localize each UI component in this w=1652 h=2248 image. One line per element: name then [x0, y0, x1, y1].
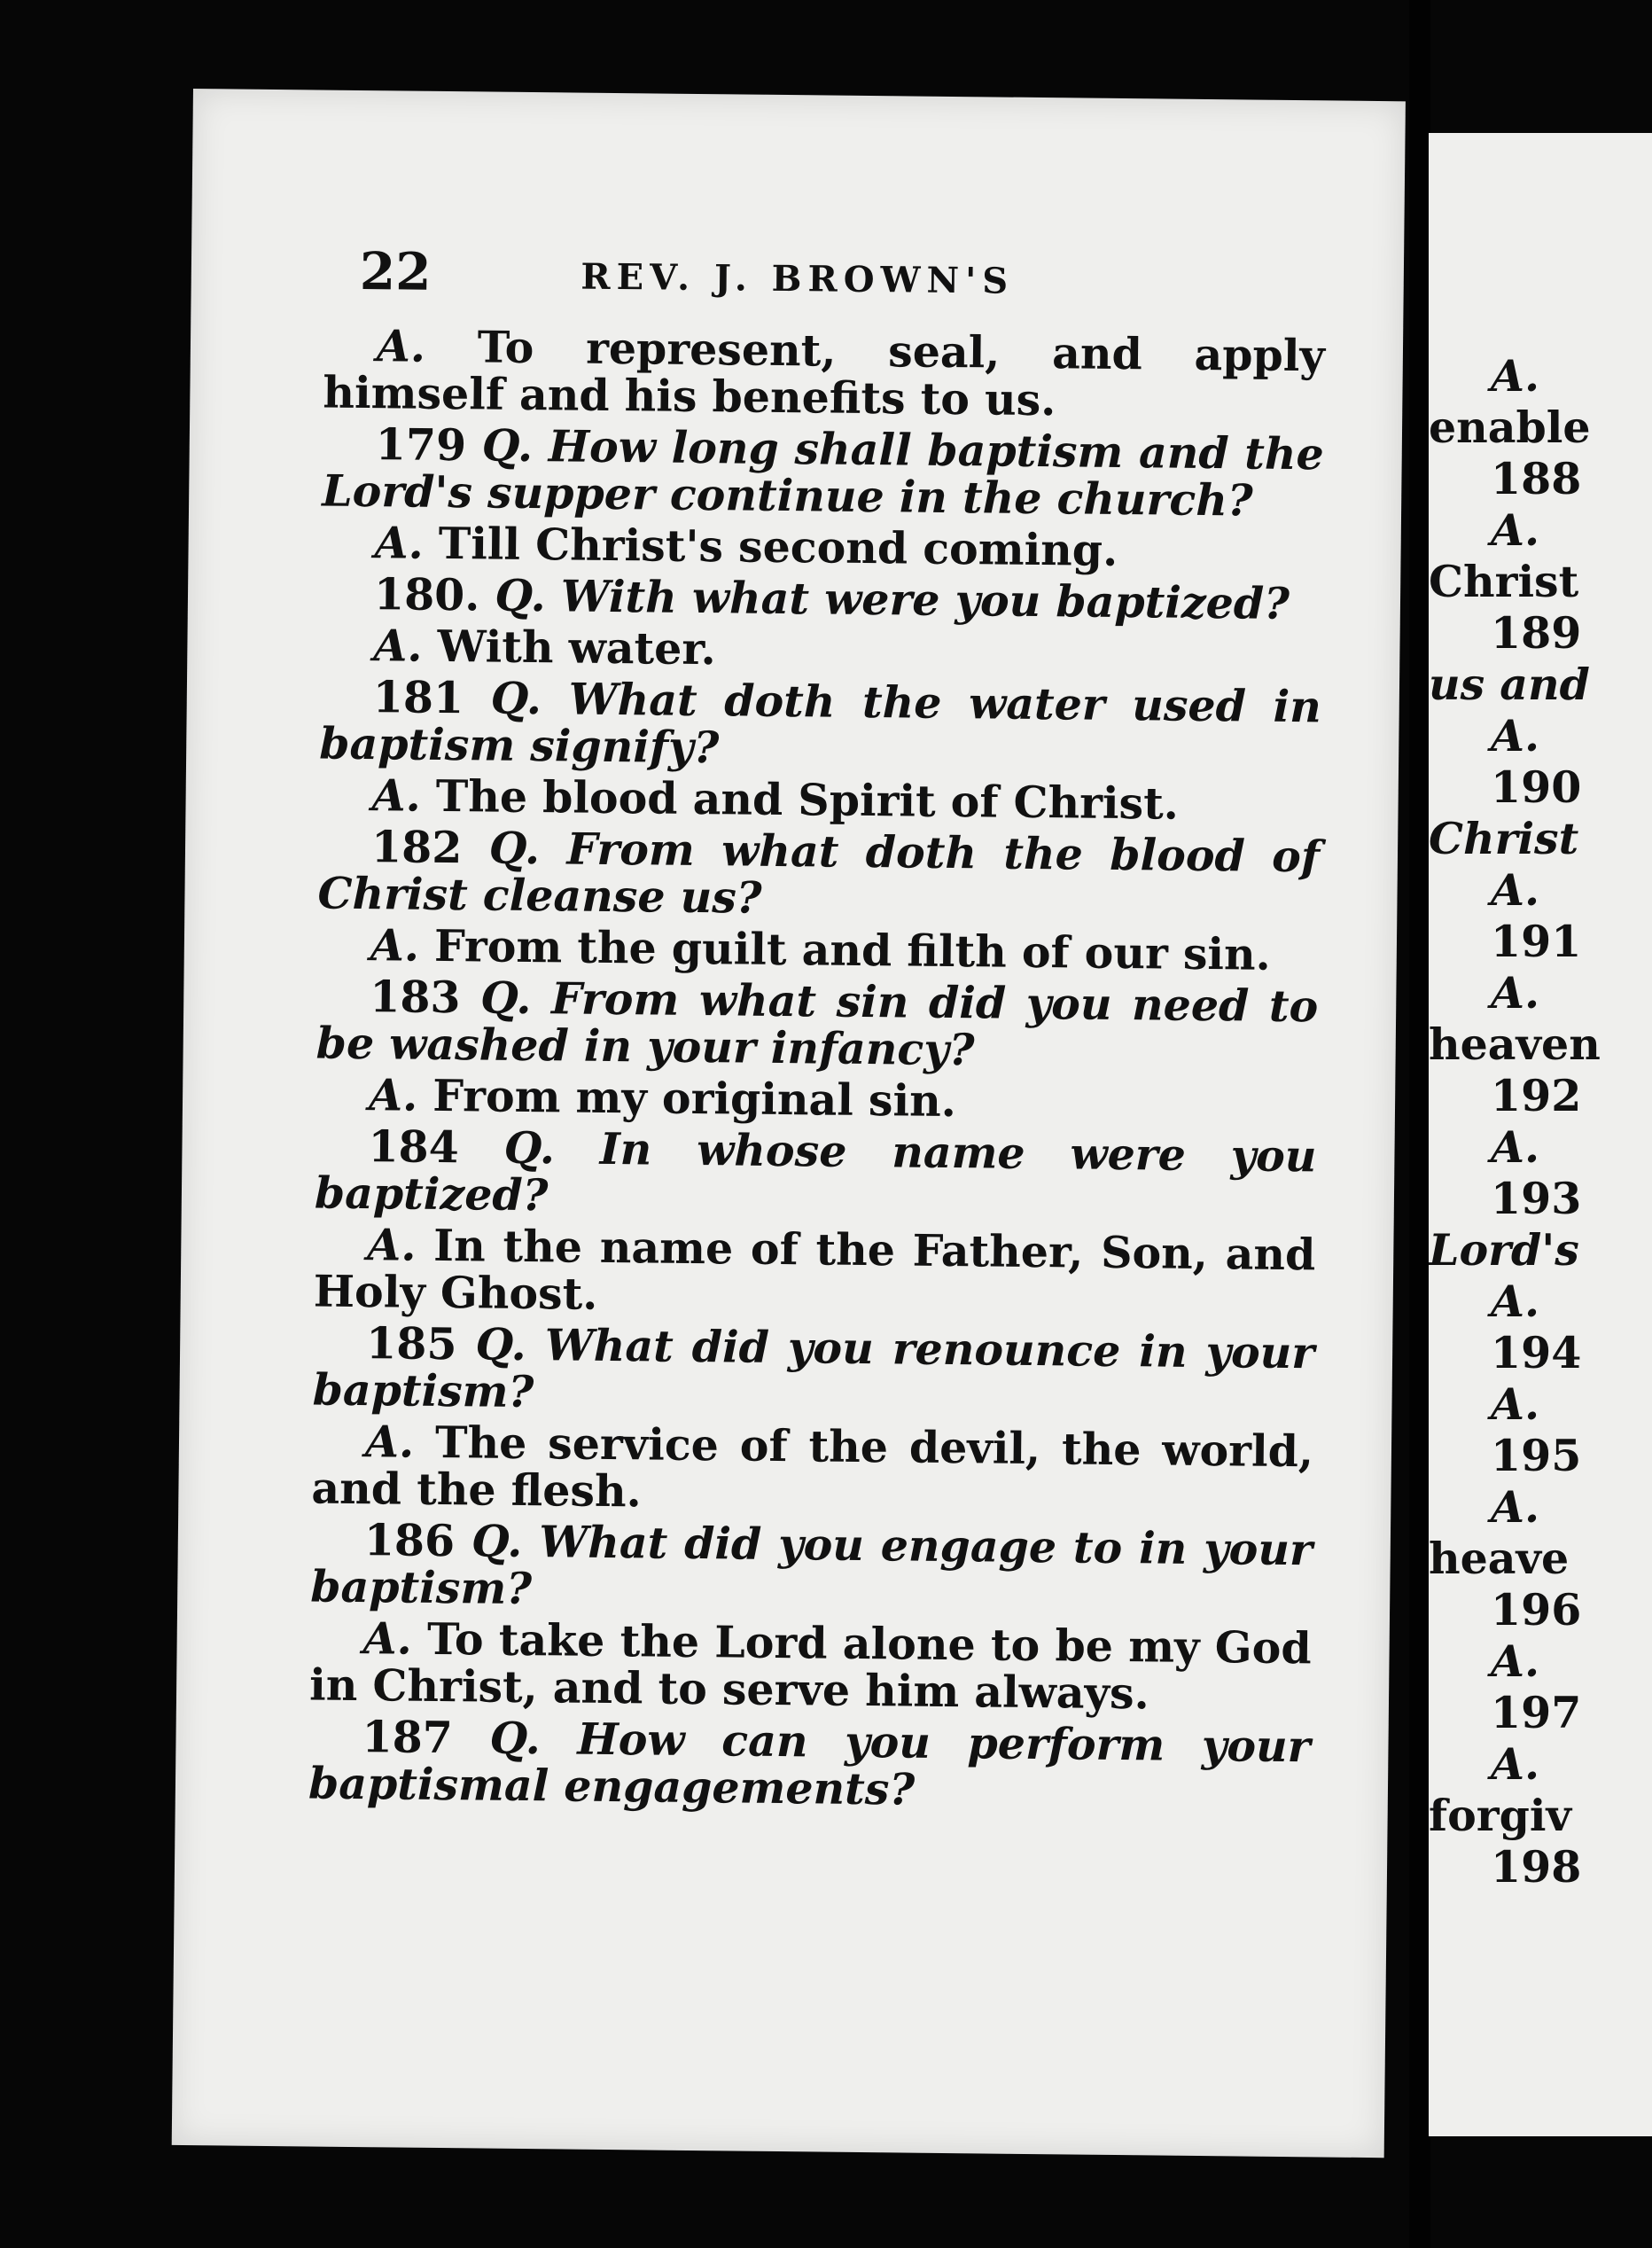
running-head	[191, 239, 1404, 323]
question-marker: Q.	[488, 822, 541, 875]
answer-marker: A.	[364, 1416, 415, 1468]
right-page-line: Christ	[1429, 813, 1579, 864]
question-number: 184	[368, 1120, 460, 1174]
answer-text: From my original sin.	[432, 1069, 957, 1128]
right-page-line: A.	[1491, 1276, 1540, 1327]
right-page-line: forgiv	[1429, 1790, 1571, 1841]
right-page-line: A.	[1491, 710, 1540, 761]
right-page-line: A.	[1491, 1481, 1540, 1533]
question-number: 183	[369, 971, 461, 1024]
question-number: 185	[365, 1317, 457, 1370]
running-title: REV. J. BROWN'S	[581, 255, 1015, 302]
page-gutter	[1409, 0, 1430, 2248]
right-page-line: 197	[1491, 1687, 1582, 1738]
question-marker: Q.	[490, 672, 542, 725]
question-paragraph	[321, 418, 1325, 527]
question-number: 180.	[373, 568, 480, 621]
question-number: 179	[375, 418, 467, 472]
question-number: 186	[363, 1514, 456, 1567]
catechism-text	[308, 320, 1326, 1823]
answer-marker: A.	[371, 769, 422, 822]
answer-marker: A.	[367, 1219, 417, 1271]
answer-text: From the guilt and filth of our sin.	[433, 919, 1272, 980]
right-page-line: 192	[1491, 1070, 1582, 1121]
right-page-line: A.	[1491, 350, 1540, 402]
answer-marker: A.	[362, 1612, 413, 1665]
question-number: 181	[372, 671, 464, 724]
question-marker: Q.	[479, 972, 532, 1025]
question-number: 187	[362, 1711, 454, 1764]
question-paragraph	[312, 1319, 1314, 1424]
right-page-line: Lord's	[1429, 1224, 1579, 1276]
answer-paragraph	[321, 519, 1322, 577]
question-paragraph	[317, 823, 1320, 928]
answer-paragraph	[323, 320, 1326, 427]
answer-text: Till Christ's second coming.	[438, 517, 1118, 576]
right-page-line: heave	[1429, 1533, 1570, 1584]
right-page-line: 190	[1491, 761, 1582, 813]
answer-paragraph	[313, 1219, 1316, 1326]
question-text: From what doth the blood of Christ cleanse us?	[317, 823, 1321, 924]
right-page-line: heaven	[1429, 1019, 1601, 1070]
answer-text: The blood and Spirit of Christ.	[435, 769, 1180, 830]
question-marker: Q.	[481, 419, 534, 472]
question-marker: Q.	[503, 1121, 556, 1175]
answer-text: To take the Lord alone to be my God in Christ, and to serve him always.	[308, 1612, 1312, 1720]
right-page-line: A.	[1491, 504, 1540, 556]
answer-text: The service of the devil, the world, and the flesh.	[311, 1416, 1314, 1518]
answer-paragraph	[320, 622, 1321, 680]
right-page-line: 188	[1491, 453, 1582, 504]
question-marker: Q.	[471, 1515, 523, 1567]
answer-marker: A.	[373, 620, 423, 672]
right-page-line: 189	[1491, 607, 1582, 659]
question-paragraph	[316, 973, 1318, 1078]
question-text: How can you perform your baptismal engagements?	[308, 1713, 1311, 1815]
answer-paragraph	[318, 769, 1320, 830]
question-paragraph	[310, 1516, 1313, 1620]
right-page-line: enable	[1429, 402, 1591, 453]
question-marker: Q.	[475, 1318, 527, 1371]
right-page-line: 196	[1491, 1584, 1582, 1635]
question-marker: Q.	[495, 569, 547, 622]
answer-marker: A.	[376, 320, 426, 372]
question-text: What did you engage to in your baptism?	[310, 1516, 1313, 1615]
question-text: What did you renounce in your baptism?	[312, 1319, 1315, 1418]
right-page-line: 195	[1491, 1430, 1582, 1481]
question-paragraph	[321, 568, 1322, 629]
right-page-line: us and	[1429, 659, 1590, 710]
answer-marker: A.	[370, 919, 420, 972]
right-page-fragment	[1429, 133, 1652, 2136]
right-page-line: A.	[1491, 1635, 1540, 1687]
left-page	[172, 89, 1406, 2158]
right-page-line: 198	[1491, 1841, 1582, 1893]
right-page-line: A.	[1491, 1121, 1540, 1173]
right-page-line: Christ	[1429, 556, 1579, 607]
right-page-line: A.	[1491, 864, 1540, 916]
question-text: How long shall baptism and the Lord's supper continue in the church?	[321, 420, 1325, 527]
answer-paragraph	[309, 1614, 1312, 1719]
answer-marker: A.	[374, 517, 425, 569]
question-number: 182	[370, 821, 463, 874]
right-page-line: A.	[1491, 1738, 1540, 1790]
question-paragraph	[318, 671, 1322, 778]
right-page-line: 193	[1491, 1173, 1582, 1224]
answer-paragraph	[316, 1069, 1317, 1129]
question-marker: Q.	[489, 1712, 542, 1765]
answer-text: To represent, seal, and apply himself and his benefits to us.	[323, 321, 1326, 426]
question-text: What doth the water used in baptism signify?	[318, 673, 1322, 774]
question-paragraph	[308, 1713, 1311, 1817]
answer-text: In the name of the Father, Son, and Holy Ghost.	[313, 1219, 1316, 1320]
question-text: From what sin did you need to be washed in your infancy?	[316, 972, 1319, 1076]
right-page-line: 194	[1491, 1327, 1582, 1378]
right-page-line: 191	[1491, 916, 1582, 967]
question-text: With what were you baptized?	[560, 570, 1290, 629]
answer-marker: A.	[368, 1069, 418, 1121]
question-paragraph	[314, 1120, 1317, 1228]
right-page-lines	[1429, 350, 1652, 1893]
page-number: 22	[359, 240, 432, 302]
right-page-line: A.	[1491, 967, 1540, 1019]
answer-paragraph	[317, 919, 1319, 980]
answer-paragraph	[311, 1417, 1313, 1522]
question-text: In whose name were you baptized?	[314, 1122, 1317, 1222]
answer-text: With water.	[437, 620, 717, 675]
right-page-line: A.	[1491, 1378, 1540, 1430]
